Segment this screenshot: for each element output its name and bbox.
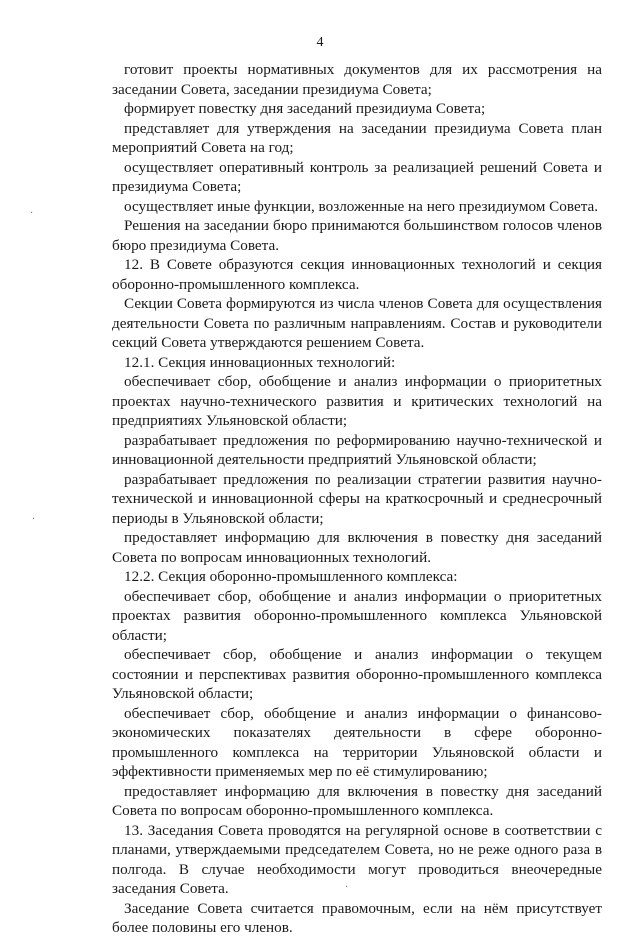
paragraph: Решения на заседании бюро принимаются большинством голосов членов бюро президиума Совета. bbox=[112, 217, 602, 254]
paragraph: предоставляет информацию для включения в повестку дня заседаний Совета по вопросам оборонно-промышленного комплекса. bbox=[112, 782, 602, 819]
paragraph: готовит проекты нормативных документов для их рассмотрения на заседании Совета, заседании президиума Совета; bbox=[112, 61, 602, 98]
document-body bbox=[112, 60, 602, 938]
paragraph: обеспечивает сбор, обобщение и анализ информации о приоритетных проектах развития оборонно-промышленного комплекса Ульяновской области; bbox=[112, 587, 602, 644]
scan-speck: · bbox=[32, 514, 36, 525]
paragraph: разрабатывает предложения по реализации стратегии развития научно-технической и инновационной сферы на краткосрочный и среднесрочный периоды в Ульяновской области; bbox=[112, 470, 602, 527]
scan-speck: · bbox=[345, 882, 349, 893]
section-heading: 12.2. Секция оборонно-промышленного комплекса: bbox=[124, 568, 458, 585]
paragraph: представляет для утверждения на заседании президиума Совета план мероприятий Совета на год; bbox=[112, 119, 602, 156]
paragraph: осуществляет иные функции, возложенные на него президиумом Совета. bbox=[124, 197, 599, 215]
scan-speck: · bbox=[30, 208, 34, 219]
paragraph: обеспечивает сбор, обобщение и анализ информации о приоритетных проектах научно-технического развития и критических технологий на предприятиях Ульяновской области; bbox=[112, 373, 602, 429]
paragraph: формирует повестку дня заседаний президиума Совета; bbox=[124, 100, 486, 117]
page-number: 4 bbox=[316, 35, 324, 50]
section-heading: 12.1. Секция инновационных технологий: bbox=[124, 353, 396, 371]
paragraph: обеспечивает сбор, обобщение и анализ информации о текущем состоянии и перспективах развития оборонно-промышленного комплекса Ульяновской области; bbox=[112, 646, 602, 702]
paragraph: разрабатывает предложения по реформированию научно-технической и инновационной деятельности предприятий Ульяновской области; bbox=[112, 431, 602, 468]
paragraph: предоставляет информацию для включения в повестку дня заседаний Совета по вопросам инновационных технологий. bbox=[112, 529, 602, 566]
paragraph: обеспечивает сбор, обобщение и анализ информации о финансово-экономических показателях деятельности в сфере оборонно-промышленного комплекса на территории Ульяновской области и эффективности применяемых мер по её стимулированию; bbox=[112, 704, 602, 780]
paragraph: 12. В Совете образуются секция инновационных технологий и секция оборонно-промышленного комплекса. bbox=[112, 256, 602, 293]
paragraph: Заседание Совета считается правомочным, если на нём присутствует более половины его членов. bbox=[112, 899, 602, 936]
paragraph: 13. Заседания Совета проводятся на регулярной основе в соответствии с планами, утверждаемыми председателем Совета, но не реже одного раза в полгода. В случае необходимости могут проводиться внеочередные заседания Совета. bbox=[112, 821, 602, 897]
paragraph: осуществляет оперативный контроль за реализацией решений Совета и президиума Совета; bbox=[112, 158, 602, 195]
paragraph: Секции Совета формируются из числа членов Совета для осуществления деятельности Совета по различным направлениям. Состав и руководители секций Совета утверждаются решением Совета. bbox=[112, 295, 602, 351]
